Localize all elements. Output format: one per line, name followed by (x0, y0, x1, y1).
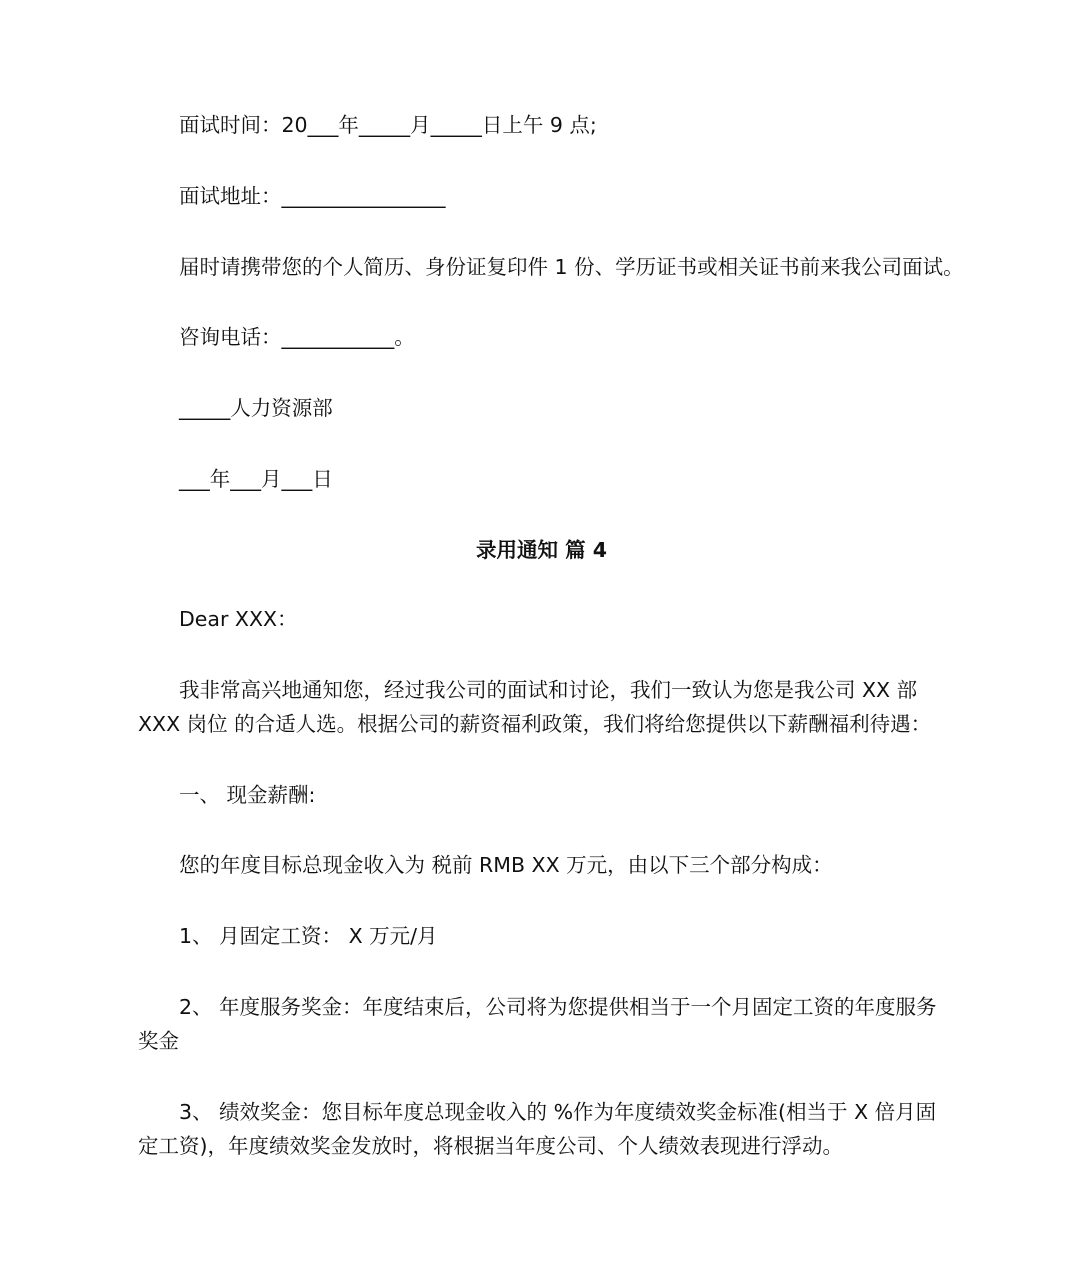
cash-compensation-heading: 一、 现金薪酬: (179, 783, 316, 807)
interview-time: 面试时间：20___年_____月_____日上午 9 点; (179, 113, 597, 137)
total-cash-income: 您的年度目标总现金收入为 税前 RMB XX 万元，由以下三个部分构成： (179, 853, 833, 877)
annual-service-bonus-line-1: 2、 年度服务奖金：年度结束后，公司将为您提供相当于一个月固定工资的年度服务 (179, 995, 937, 1019)
greeting: Dear XXX： (179, 607, 298, 631)
consult-phone: 咨询电话：___________。 (179, 325, 415, 349)
annual-service-bonus-line-2: 奖金 (138, 1029, 179, 1053)
performance-bonus-line-2: 定工资)，年度绩效奖金发放时，将根据当年度公司、个人绩效表现进行浮动。 (138, 1134, 843, 1158)
monthly-salary-item: 1、 月固定工资： X 万元/月 (179, 924, 438, 948)
signature-date: ___年___月___日 (179, 467, 333, 491)
intro-line-2: XXX 岗位 的合适人选。根据公司的薪资福利政策，我们将给您提供以下薪酬福利待遇： (138, 712, 932, 736)
interview-address: 面试地址：________________ (179, 184, 446, 208)
intro-line-1: 我非常高兴地通知您，经过我公司的面试和讨论，我们一致认为您是我公司 XX 部 (179, 678, 918, 702)
performance-bonus-line-1: 3、 绩效奖金：您目标年度总现金收入的 %作为年度绩效奖金标准(相当于 X 倍月固 (179, 1100, 937, 1124)
section-title: 录用通知 篇 4 (475, 538, 608, 562)
hr-department: _____人力资源部 (179, 396, 333, 420)
interview-materials: 届时请携带您的个人简历、身份证复印件 1 份、学历证书或相关证书前来我公司面试。 (179, 255, 964, 279)
